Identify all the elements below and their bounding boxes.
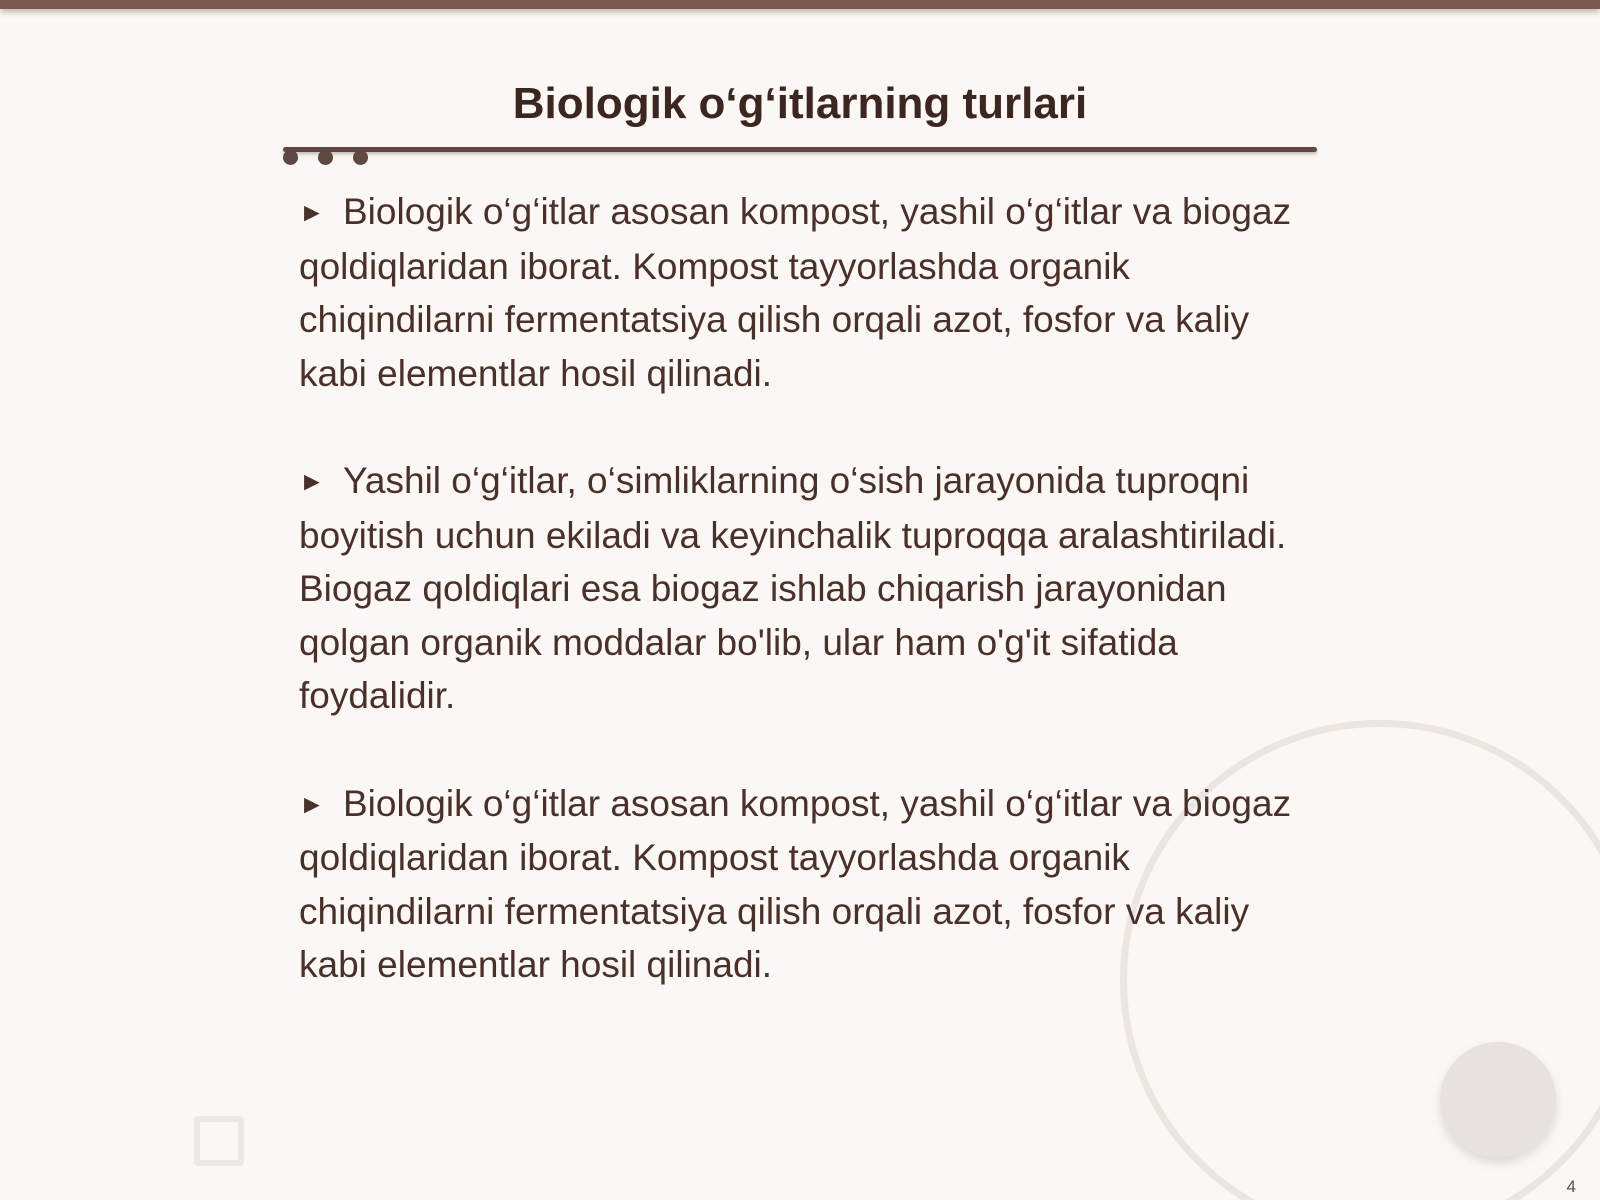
slide-body xyxy=(299,185,1309,1046)
paragraph-text: Yashil o‘g‘itlar, o‘simliklarning o‘sish jarayonida tuproqni boyitish uchun ekiladi va keyinchalik tuproqqa aralashtiriladi. Biogaz qoldiqlari esa biogaz ishlab chiqarish jarayonidan qolgan organik moddalar bo'lib, ular ham o'g'it sifatida foydalidir. xyxy=(299,460,1287,716)
bullet-arrow-icon: ► xyxy=(299,466,325,496)
bullet-paragraph xyxy=(299,185,1309,400)
underline-dot xyxy=(353,150,368,165)
bullet-arrow-icon: ► xyxy=(299,788,325,819)
underline-dot xyxy=(283,150,298,165)
page-number: 4 xyxy=(1566,1177,1576,1196)
paragraph-text: Biologik o‘g‘itlar asosan kompost, yashil o‘g‘itlar va biogaz qoldiqlaridan iborat. Kompost tayyorlashda organik chiqindilarni fermentatsiya qilish orqali azot, fosfor va kaliy kabi elementlar hosil qilinadi. xyxy=(299,191,1292,394)
decorative-square xyxy=(194,1116,244,1166)
underline-dot xyxy=(318,150,333,165)
title-underline xyxy=(283,147,1317,152)
top-accent-bar xyxy=(0,0,1600,9)
slide-title: Biologik o‘g‘itlarning turlari xyxy=(512,79,1088,128)
bullet-paragraph xyxy=(299,454,1309,723)
bullet-paragraph xyxy=(299,777,1309,992)
paragraph-text: Biologik o‘g‘itlar asosan kompost, yashil o‘g‘itlar va biogaz qoldiqlaridan iborat. Kompost tayyorlashda organik chiqindilarni fermentatsiya qilish orqali azot, fosfor va kaliy kabi elementlar hosil qilinadi. xyxy=(299,782,1292,985)
decorative-circle xyxy=(1440,1042,1556,1158)
bullet-arrow-icon: ► xyxy=(299,197,325,227)
